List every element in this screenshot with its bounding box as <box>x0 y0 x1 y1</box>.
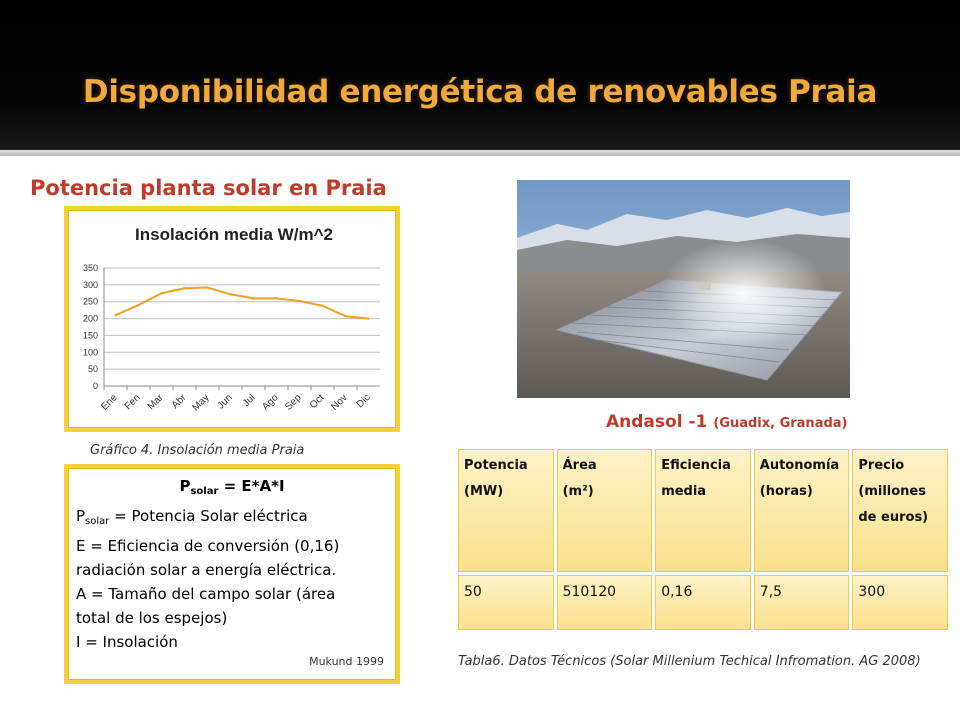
y-tick-label: 150 <box>82 330 98 341</box>
data-point <box>229 293 231 295</box>
formula-box <box>64 464 400 684</box>
table-cell-autonomia: 7,5 <box>752 574 851 632</box>
table-caption: Tabla6. Datos Técnicos (Solar Millenium Techical Infromation. AG 2008) <box>458 654 921 669</box>
insolation-line-chart <box>68 210 396 428</box>
photo-caption <box>606 412 847 432</box>
y-tick-label: 0 <box>92 381 98 391</box>
x-tick-label: Ago <box>260 392 281 413</box>
photo-caption-title: Andasol -1 <box>606 412 708 432</box>
solar-plant-photo <box>517 180 850 398</box>
slide-title: Disponibilidad energética de renovables Praia <box>82 74 878 110</box>
chart-caption: Gráfico 4. Insolación media Praia <box>90 443 305 458</box>
y-tick-label: 300 <box>82 279 98 290</box>
x-tick-label: Fen <box>122 392 143 413</box>
formula-main: $P_{solar} = E*A*I$ <box>179 477 285 497</box>
formula-line-i: I = Insolación <box>76 633 178 651</box>
x-tick-label: Jul <box>240 392 258 410</box>
data-point <box>252 297 254 299</box>
table-row <box>457 574 950 632</box>
series-line <box>116 288 369 319</box>
y-tick-label: 50 <box>87 364 98 375</box>
data-point <box>183 287 185 289</box>
table-header-cell: Eficiencia media <box>654 448 753 574</box>
formula-line-psolar: $P_{solar}$ = Potencia Solar eléctrica <box>76 507 308 527</box>
x-tick-label: Mar <box>145 392 166 413</box>
x-tick-label: Oct <box>307 392 327 412</box>
table-header-row <box>457 448 950 574</box>
table-header-cell: Potencia (MW) <box>457 448 556 574</box>
formula-line-e: E = Eficiencia de conversión (0,16) <box>76 537 340 555</box>
x-tick-label: Ene <box>99 392 120 413</box>
x-tick-label: Jun <box>215 392 235 412</box>
section-heading: Potencia planta solar en Praia <box>30 176 387 200</box>
y-tick-label: 100 <box>82 347 98 358</box>
table-header-cell: Precio (millones de euros) <box>851 448 950 574</box>
formula-line-e-desc: radiación solar a energía eléctrica. <box>76 561 337 579</box>
data-point <box>206 286 208 288</box>
table-header-cell: Área (m²) <box>555 448 654 574</box>
table-header-cell: Autonomía (horas) <box>752 448 851 574</box>
formula-line-a-desc: total de los espejos) <box>76 609 228 627</box>
data-point <box>137 304 139 306</box>
data-point <box>298 300 300 302</box>
y-tick-label: 350 <box>82 263 98 273</box>
chart-frame <box>64 206 400 432</box>
table-cell-potencia: 50 <box>457 574 556 632</box>
table-cell-eficiencia: 0,16 <box>654 574 753 632</box>
chart-title: Insolación media W/m^2 <box>135 225 333 244</box>
y-tick-label: 250 <box>82 296 98 307</box>
data-point <box>114 314 116 316</box>
y-tick-label: 200 <box>82 313 98 324</box>
x-tick-label: May <box>190 392 212 414</box>
x-tick-label: Abr <box>169 392 189 412</box>
data-point <box>160 292 162 294</box>
table-cell-area: 510120 <box>555 574 654 632</box>
title-divider <box>0 150 960 156</box>
data-point <box>321 305 323 307</box>
table-cell-precio: 300 <box>851 574 950 632</box>
formula-line-a: A = Tamaño del campo solar (área <box>76 585 336 603</box>
data-point <box>275 297 277 299</box>
technical-data-table <box>455 446 951 633</box>
data-point <box>367 317 369 319</box>
formula-source: Mukund 1999 <box>309 655 384 668</box>
x-tick-label: Sep <box>283 392 304 413</box>
data-point <box>344 315 346 317</box>
x-tick-label: Nov <box>329 392 350 413</box>
x-tick-label: Dic <box>354 392 373 411</box>
photo-caption-location: (Guadix, Granada) <box>713 416 848 431</box>
